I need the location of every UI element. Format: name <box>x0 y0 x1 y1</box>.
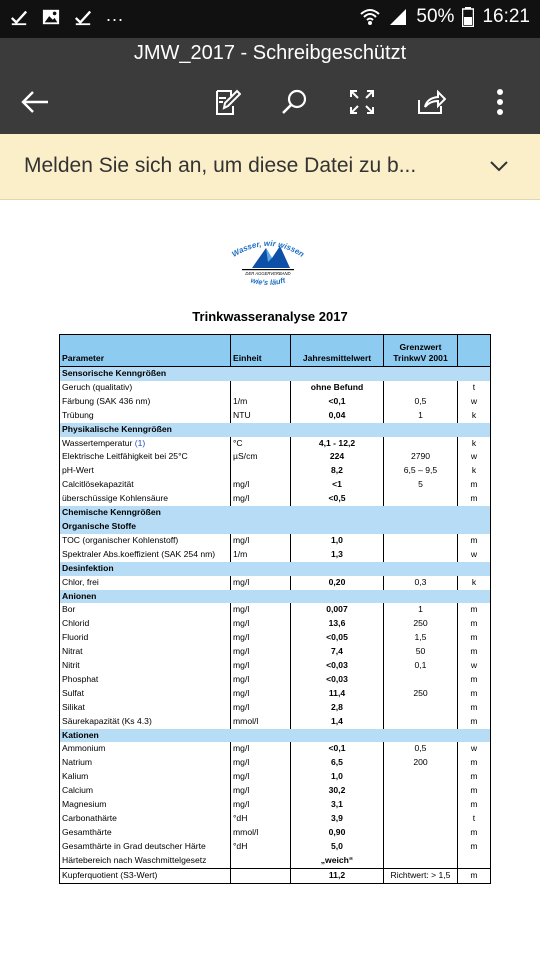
limit-cell <box>384 437 458 451</box>
value-cell: 4,1 - 12,2 <box>291 437 384 451</box>
limit-cell: 0,5 <box>384 395 458 409</box>
parameter-name: Gesamthärte in Grad deutscher Härte <box>62 840 206 851</box>
table-header-row <box>60 335 491 367</box>
limit-cell <box>384 548 458 562</box>
unit-cell: mg/l <box>231 798 291 812</box>
banner-message: Melden Sie sich an, um diese Datei zu b... <box>24 154 417 177</box>
aggerverband-logo <box>222 232 314 294</box>
parameter-cell <box>60 548 231 562</box>
unit-cell: mg/l <box>231 770 291 784</box>
section-header-row <box>60 590 491 604</box>
assessment-flag-cell: t <box>458 812 491 826</box>
edit-button[interactable] <box>207 82 247 122</box>
parameter-cell <box>60 840 231 854</box>
header-flag <box>458 335 491 367</box>
value-cell: „weich“ <box>291 854 384 868</box>
parameter-name: Nitrat <box>62 646 83 657</box>
chevron-down-icon[interactable] <box>488 158 510 174</box>
table-row <box>60 701 491 715</box>
section-header-row <box>60 367 491 381</box>
parameter-name: Silikat <box>62 701 85 712</box>
section-title: Anionen <box>60 590 491 604</box>
parameter-name: Calcitlösekapazität <box>62 479 134 490</box>
table-row <box>60 492 491 506</box>
assessment-flag-cell: m <box>458 756 491 770</box>
parameter-name: Trübung <box>62 409 94 420</box>
assessment-flag-cell: m <box>458 645 491 659</box>
table-row <box>60 603 491 617</box>
table-row <box>60 548 491 562</box>
limit-cell: 50 <box>384 645 458 659</box>
parameter-cell <box>60 409 231 423</box>
value-cell: 11,2 <box>291 868 384 883</box>
unit-cell: mg/l <box>231 617 291 631</box>
unit-cell: 1/m <box>231 548 291 562</box>
unit-cell: mg/l <box>231 742 291 756</box>
table-row <box>60 784 491 798</box>
assessment-flag-cell: w <box>458 548 491 562</box>
search-icon <box>280 88 308 116</box>
parameter-cell <box>60 798 231 812</box>
gallery-icon <box>42 8 60 26</box>
table-row <box>60 464 491 478</box>
unit-cell: mg/l <box>231 645 291 659</box>
unit-cell: mg/l <box>231 492 291 506</box>
limit-cell <box>384 534 458 548</box>
assessment-flag-cell: w <box>458 742 491 756</box>
parameter-name: Nitrit <box>62 660 80 671</box>
parameter-name: Geruch (qualitativ) <box>62 381 133 392</box>
value-cell: 1,0 <box>291 534 384 548</box>
parameter-cell <box>60 784 231 798</box>
back-button[interactable] <box>15 82 55 122</box>
value-cell: 3,1 <box>291 798 384 812</box>
parameter-name: Kalium <box>62 771 89 782</box>
value-cell: 1,3 <box>291 548 384 562</box>
assessment-flag-cell: m <box>458 478 491 492</box>
parameter-cell <box>60 701 231 715</box>
limit-cell <box>384 715 458 729</box>
value-cell: 7,4 <box>291 645 384 659</box>
value-cell: 0,007 <box>291 603 384 617</box>
parameter-cell <box>60 617 231 631</box>
fullscreen-button[interactable] <box>342 82 382 122</box>
header-grenzwert-line1: Grenzwert <box>399 342 442 352</box>
limit-cell <box>384 812 458 826</box>
assessment-flag-cell: w <box>458 450 491 464</box>
unit-cell: mg/l <box>231 701 291 715</box>
limit-cell: 250 <box>384 617 458 631</box>
unit-cell: °C <box>231 437 291 451</box>
unit-cell: mg/l <box>231 687 291 701</box>
parameter-cell <box>60 687 231 701</box>
parameter-cell <box>60 450 231 464</box>
assessment-flag-cell: m <box>458 603 491 617</box>
limit-cell <box>384 784 458 798</box>
svg-text:DER AGGERVERBAND: DER AGGERVERBAND <box>245 271 291 276</box>
table-row <box>60 854 491 868</box>
wifi-icon <box>360 8 380 26</box>
header-grenzwert-line2: TrinkwV 2001 <box>393 353 448 363</box>
header-einheit: Einheit <box>231 335 291 367</box>
parameter-name: Natrium <box>62 757 93 768</box>
value-cell: 8,2 <box>291 464 384 478</box>
assessment-flag-cell: m <box>458 534 491 548</box>
assessment-flag-cell: m <box>458 798 491 812</box>
value-cell: 6,5 <box>291 756 384 770</box>
table-row <box>60 798 491 812</box>
parameter-name: überschüssige Kohlensäure <box>62 493 169 504</box>
assessment-flag-cell: w <box>458 395 491 409</box>
limit-cell <box>384 854 458 868</box>
value-cell: <0,5 <box>291 492 384 506</box>
limit-cell: 1,5 <box>384 631 458 645</box>
battery-icon <box>462 7 474 27</box>
table-row <box>60 450 491 464</box>
assessment-flag-cell: m <box>458 826 491 840</box>
parameter-name: Chlorid <box>62 618 90 629</box>
checkmark-icon <box>10 8 28 26</box>
parameter-name: Carbonathärte <box>62 813 117 823</box>
parameter-cell: Kupferquotient (S3-Wert) <box>60 868 231 883</box>
assessment-flag-cell: w <box>458 659 491 673</box>
more-options-button[interactable] <box>480 82 520 122</box>
parameter-name: Säurekapazität (Ks 4.3) <box>62 715 152 726</box>
parameter-name: Bor <box>62 604 76 615</box>
parameter-name: Fluorid <box>62 632 89 643</box>
assessment-flag-cell: t <box>458 381 491 395</box>
parameter-name: Härtebereich nach Waschmittelgesetz <box>62 854 207 865</box>
limit-cell: 0,3 <box>384 576 458 590</box>
value-cell: <1 <box>291 478 384 492</box>
parameter-cell <box>60 756 231 770</box>
parameter-cell <box>60 603 231 617</box>
table-row <box>60 617 491 631</box>
limit-cell <box>384 840 458 854</box>
unit-cell: mg/l <box>231 631 291 645</box>
share-button[interactable] <box>411 82 451 122</box>
assessment-flag-cell: m <box>458 840 491 854</box>
limit-cell: Richtwert: > 1,5 <box>384 868 458 883</box>
assessment-flag-cell: m <box>458 868 491 883</box>
assessment-flag-cell: k <box>458 576 491 590</box>
limit-cell: 5 <box>384 478 458 492</box>
parameter-cell <box>60 742 231 756</box>
water-analysis-table <box>59 334 491 884</box>
edit-document-icon <box>213 88 241 116</box>
parameter-cell <box>60 659 231 673</box>
unit-cell: 1/m <box>231 395 291 409</box>
section-title: Organische Stoffe <box>60 520 491 534</box>
value-cell: 30,2 <box>291 784 384 798</box>
limit-cell: 200 <box>384 756 458 770</box>
parameter-name: Färbung (SAK 436 nm) <box>62 395 151 406</box>
limit-cell: 2790 <box>384 450 458 464</box>
assessment-flag-cell: m <box>458 715 491 729</box>
table-row-final <box>60 868 491 883</box>
table-row <box>60 631 491 645</box>
unit-cell: mmol/l <box>231 715 291 729</box>
assessment-flag-cell <box>458 854 491 868</box>
assessment-flag-cell: m <box>458 492 491 506</box>
unit-cell <box>231 381 291 395</box>
parameter-name: Phosphat <box>62 673 99 684</box>
header-grenzwert <box>384 335 458 367</box>
table-row <box>60 645 491 659</box>
section-title: Chemische Kenngrößen <box>60 506 491 520</box>
parameter-cell <box>60 478 231 492</box>
assessment-flag-cell: m <box>458 770 491 784</box>
assessment-flag-cell: k <box>458 437 491 451</box>
table-row <box>60 409 491 423</box>
value-cell: <0,03 <box>291 673 384 687</box>
more-vertical-icon <box>496 88 504 116</box>
value-cell: 224 <box>291 450 384 464</box>
parameter-cell <box>60 464 231 478</box>
table-row <box>60 534 491 548</box>
parameter-cell <box>60 395 231 409</box>
unit-cell: NTU <box>231 409 291 423</box>
parameter-cell <box>60 492 231 506</box>
share-icon <box>416 88 446 116</box>
table-row <box>60 742 491 756</box>
value-cell: 0,90 <box>291 826 384 840</box>
unit-cell: °dH <box>231 812 291 826</box>
value-cell: <0,1 <box>291 395 384 409</box>
parameter-cell <box>60 812 231 826</box>
battery-level: 50% <box>416 6 455 27</box>
assessment-flag-cell: m <box>458 701 491 715</box>
value-cell: 0,20 <box>291 576 384 590</box>
section-header-row <box>60 520 491 534</box>
limit-cell <box>384 673 458 687</box>
unit-cell <box>231 854 291 868</box>
assessment-flag-cell: k <box>458 409 491 423</box>
status-bar <box>0 0 540 38</box>
limit-cell: 6,5 – 9,5 <box>384 464 458 478</box>
assessment-flag-cell: m <box>458 617 491 631</box>
parameter-cell <box>60 437 231 451</box>
parameter-name: Elektrische Leitfähigkeit bei 25°C <box>62 451 188 462</box>
unit-cell <box>231 868 291 883</box>
parameter-cell <box>60 645 231 659</box>
table-row <box>60 826 491 840</box>
clock: 16:21 <box>482 6 530 27</box>
table-row <box>60 381 491 395</box>
value-cell: 5,0 <box>291 840 384 854</box>
parameter-name: Gesamthärte <box>62 826 112 837</box>
assessment-flag-cell: m <box>458 673 491 687</box>
parameter-name: Sulfat <box>62 687 84 698</box>
parameter-name: Ammonium <box>62 743 106 754</box>
back-arrow-icon <box>20 90 50 114</box>
assessment-flag-cell: m <box>458 631 491 645</box>
header-parameter: Parameter <box>60 335 231 367</box>
app-bar <box>0 38 540 134</box>
value-cell: 13,6 <box>291 617 384 631</box>
limit-cell: 250 <box>384 687 458 701</box>
table-row <box>60 395 491 409</box>
header-jahresmittelwert: Jahresmittelwert <box>291 335 384 367</box>
sign-in-banner[interactable] <box>0 134 540 200</box>
parameter-cell <box>60 576 231 590</box>
limit-cell <box>384 701 458 715</box>
unit-cell: mg/l <box>231 659 291 673</box>
value-cell: 1,4 <box>291 715 384 729</box>
footnote-reference: (1) <box>134 437 146 448</box>
parameter-name: TOC (organischer Kohlenstoff) <box>62 534 179 545</box>
parameter-name: Spektraler Abs.koeffizient (SAK 254 nm) <box>62 548 216 559</box>
unit-cell: µS/cm <box>231 450 291 464</box>
section-title: Physikalische Kenngrößen <box>60 423 491 437</box>
unit-cell: mg/l <box>231 603 291 617</box>
search-button[interactable] <box>274 82 314 122</box>
more-notifications: ... <box>106 4 125 25</box>
unit-cell: mg/l <box>231 756 291 770</box>
parameter-cell <box>60 631 231 645</box>
value-cell: 1,0 <box>291 770 384 784</box>
unit-cell: mg/l <box>231 784 291 798</box>
limit-cell: 0,5 <box>384 742 458 756</box>
limit-cell: 1 <box>384 409 458 423</box>
table-row <box>60 770 491 784</box>
section-header-row <box>60 506 491 520</box>
limit-cell: 0,1 <box>384 659 458 673</box>
unit-cell: mg/l <box>231 534 291 548</box>
parameter-cell <box>60 854 231 868</box>
table-row <box>60 478 491 492</box>
parameter-cell <box>60 826 231 840</box>
parameter-name: Wassertemperatur <box>62 437 133 448</box>
parameter-cell <box>60 673 231 687</box>
value-cell: 0,04 <box>291 409 384 423</box>
value-cell: 11,4 <box>291 687 384 701</box>
value-cell: <0,1 <box>291 742 384 756</box>
svg-text:wie's läuft: wie's läuft <box>249 275 287 288</box>
table-row <box>60 687 491 701</box>
limit-cell <box>384 381 458 395</box>
svg-text:Wasser, wir wissen: Wasser, wir wissen <box>230 238 306 259</box>
parameter-name: Chlor, frei <box>62 576 99 587</box>
value-cell: 3,9 <box>291 812 384 826</box>
unit-cell: mmol/l <box>231 826 291 840</box>
parameter-name: pH-Wert <box>62 465 94 476</box>
unit-cell <box>231 464 291 478</box>
section-title: Desinfektion <box>60 562 491 576</box>
table-row <box>60 576 491 590</box>
unit-cell: mg/l <box>231 673 291 687</box>
section-title: Kationen <box>60 729 491 743</box>
limit-cell: 1 <box>384 603 458 617</box>
parameter-cell <box>60 715 231 729</box>
assessment-flag-cell: m <box>458 784 491 798</box>
parameter-cell <box>60 534 231 548</box>
section-header-row <box>60 423 491 437</box>
table-row <box>60 673 491 687</box>
checkmark-icon <box>74 8 92 26</box>
section-title: Sensorische Kenngrößen <box>60 367 491 381</box>
limit-cell <box>384 798 458 812</box>
document-title: JMW_2017 - Schreibgeschützt <box>133 42 407 64</box>
section-header-row <box>60 729 491 743</box>
table-row <box>60 437 491 451</box>
parameter-name: Magnesium <box>62 799 107 810</box>
value-cell: ohne Befund <box>291 381 384 395</box>
parameter-cell <box>60 770 231 784</box>
signal-icon <box>388 8 408 26</box>
value-cell: <0,03 <box>291 659 384 673</box>
table-row <box>60 659 491 673</box>
table-row <box>60 840 491 854</box>
assessment-flag-cell: k <box>458 464 491 478</box>
table-row <box>60 812 491 826</box>
limit-cell <box>384 826 458 840</box>
table-row <box>60 756 491 770</box>
limit-cell <box>384 770 458 784</box>
parameter-name: Calcium <box>62 785 94 796</box>
analysis-title: Trinkwasseranalyse 2017 <box>192 309 348 324</box>
value-cell: <0,05 <box>291 631 384 645</box>
parameter-cell <box>60 381 231 395</box>
section-header-row <box>60 562 491 576</box>
expand-icon <box>348 88 376 116</box>
limit-cell <box>384 492 458 506</box>
table-row <box>60 715 491 729</box>
assessment-flag-cell: m <box>458 687 491 701</box>
unit-cell: mg/l <box>231 478 291 492</box>
unit-cell: °dH <box>231 840 291 854</box>
unit-cell: mg/l <box>231 576 291 590</box>
value-cell: 2,8 <box>291 701 384 715</box>
